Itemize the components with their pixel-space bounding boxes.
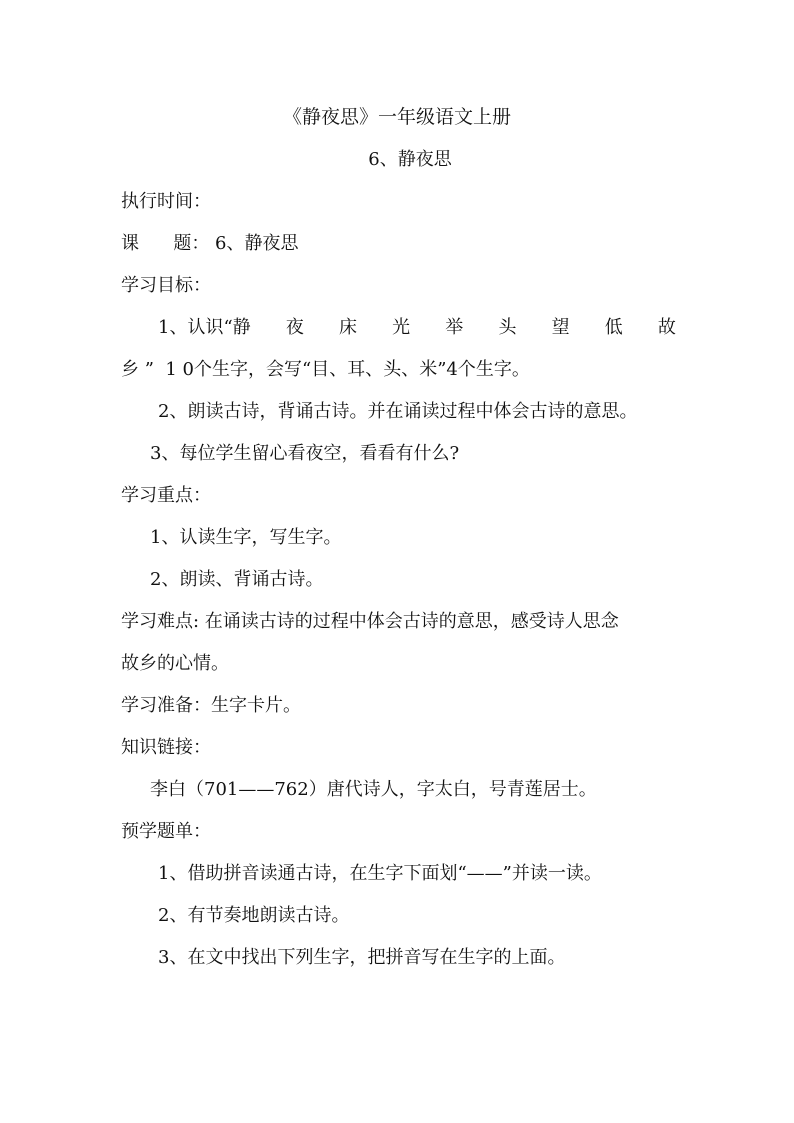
goal-1-line bbox=[158, 316, 676, 340]
lesson-subtitle: 6、静夜思 bbox=[368, 149, 452, 170]
difficulty-continuation: 故乡的心情。 bbox=[121, 653, 229, 674]
preview-2: 2、有节奏地朗读古诗。 bbox=[158, 905, 350, 926]
link-text: 李白（701——762）唐代诗人，字太白，号青莲居士。 bbox=[150, 779, 597, 800]
document-title: 《静夜思》一年级语文上册 bbox=[282, 106, 511, 128]
prep-line: 学习准备：生字卡片。 bbox=[121, 695, 301, 716]
exec-time-label: 执行时间： bbox=[121, 191, 211, 212]
topic-line: 课 题： 6、静夜思 bbox=[121, 233, 299, 254]
key-1: 1、认读生字，写生字。 bbox=[150, 527, 342, 548]
goal-1-part: 头 bbox=[498, 317, 517, 338]
goal-1-part: 夜 bbox=[285, 317, 304, 338]
goal-1-part: 低 bbox=[604, 317, 623, 338]
difficulty-line: 学习难点: 在诵读古诗的过程中体会古诗的意思，感受诗人思念 bbox=[121, 611, 619, 632]
goal-1-part: 故 bbox=[657, 317, 676, 338]
preview-heading: 预学题单： bbox=[121, 821, 211, 842]
preview-3: 3、在文中找出下列生字，把拼音写在生字的上面。 bbox=[158, 947, 566, 968]
goal-1-part: 望 bbox=[551, 317, 570, 338]
goal-1-part: 光 bbox=[392, 317, 411, 338]
goal-1-part: 举 bbox=[445, 317, 464, 338]
key-2: 2、朗读、背诵古诗。 bbox=[150, 569, 324, 590]
goal-2: 2、朗读古诗，背诵古诗。并在诵读过程中体会古诗的意思。 bbox=[158, 401, 638, 422]
link-heading: 知识链接： bbox=[121, 737, 211, 758]
preview-1: 1、借助拼音读通古诗，在生字下面划“——”并读一读。 bbox=[158, 863, 602, 884]
goal-1-part: 床 bbox=[338, 317, 357, 338]
goal-1-continuation: 乡 ” 1 0个生字，会写“目、耳、头、米”4个生字。 bbox=[121, 359, 530, 380]
key-heading: 学习重点： bbox=[121, 485, 211, 506]
goal-3: 3、每位学生留心看夜空，看看有什么? bbox=[150, 443, 460, 464]
goals-heading: 学习目标： bbox=[121, 275, 211, 296]
goal-1-part: 1、认识“静 bbox=[158, 317, 251, 338]
